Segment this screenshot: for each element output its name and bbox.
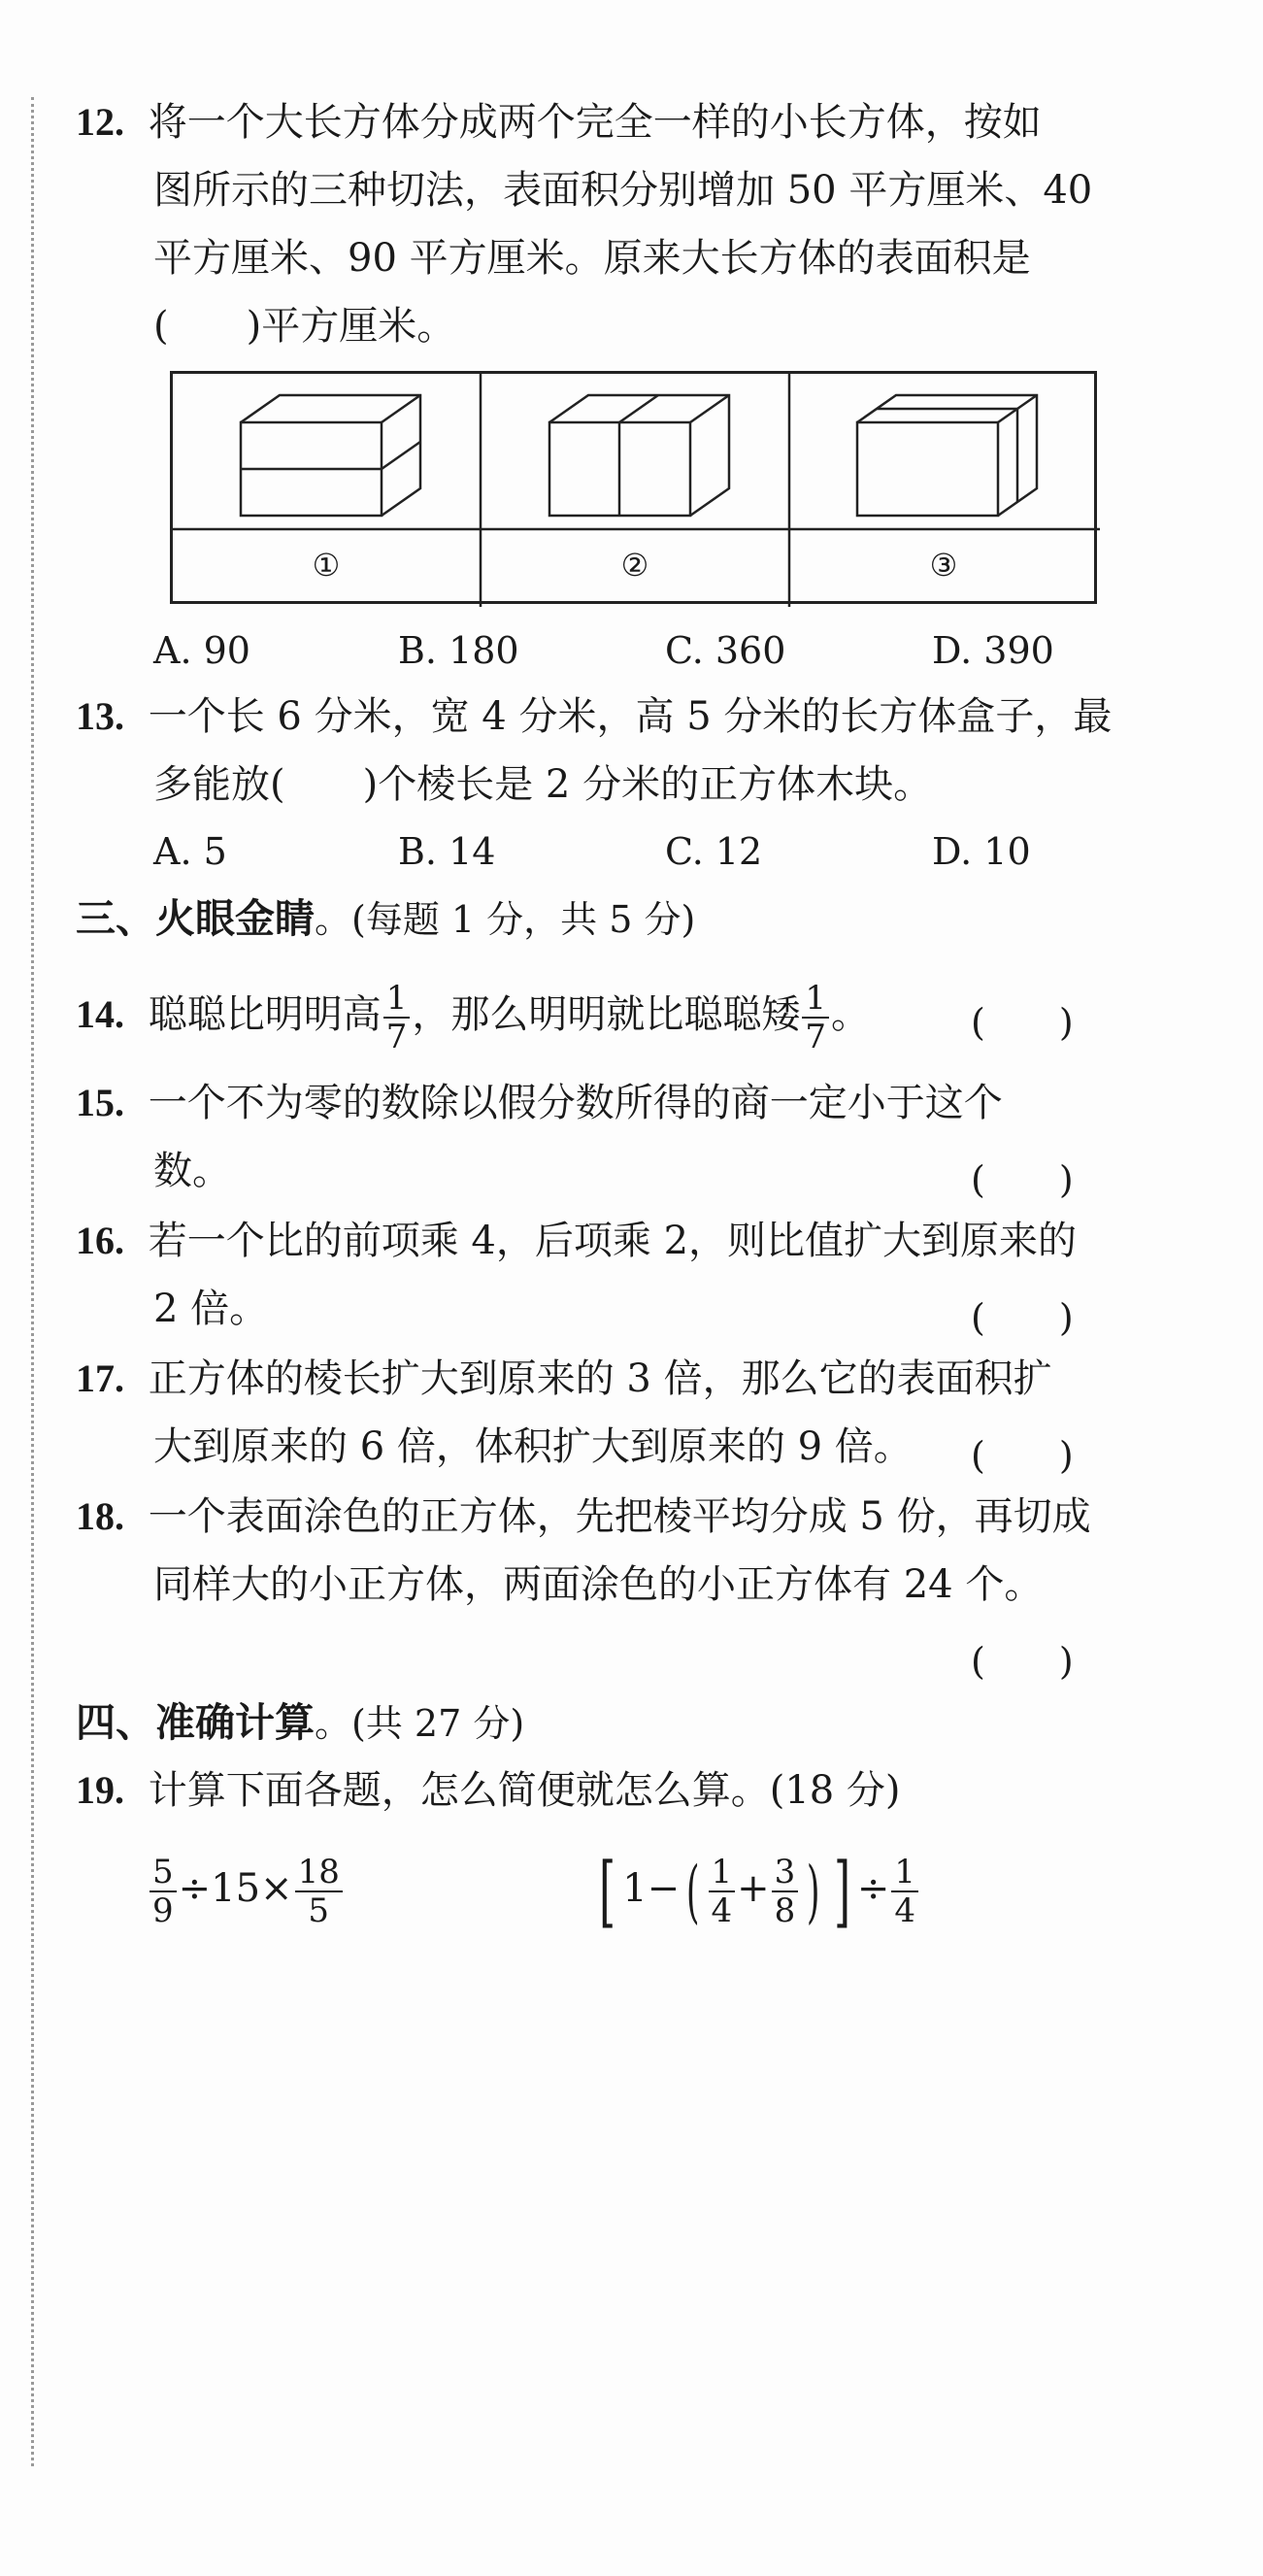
q13-option-b: B. 14 bbox=[398, 830, 496, 873]
q13-option-a: A. 5 bbox=[153, 830, 227, 873]
q12-line4: ( )平方厘米。 bbox=[153, 304, 456, 349]
q14-fraction-2: $\frac{1}{7}$ bbox=[802, 982, 829, 1054]
q19-expression-1: $\frac{5}{9}$ ÷15× $\frac{18}{5}$ bbox=[148, 1840, 345, 1937]
q12-line2: 图所示的三种切法，表面积分别增加 50 平方厘米、40 bbox=[153, 168, 1093, 213]
binding-margin-line bbox=[31, 97, 34, 2466]
q18-number: 18. bbox=[76, 1494, 124, 1538]
q18-answer-paren[interactable]: ( ) bbox=[971, 1640, 1074, 1683]
q15-number: 15. bbox=[76, 1081, 124, 1124]
q12-cutting-figure bbox=[170, 371, 1097, 604]
q15-line2: 数。 bbox=[153, 1149, 231, 1193]
q17-answer-paren[interactable]: ( ) bbox=[971, 1434, 1074, 1477]
q14-line: 14. 聪聪比明明高 $\frac{1}{7}$ ，那么明明就比聪聪矮 $\frac{1}{7}$ 。 bbox=[76, 979, 870, 1056]
q15-line1: 15. 一个不为零的数除以假分数所得的商一定小于这个 bbox=[76, 1081, 1003, 1125]
q13-line2: 多能放( )个棱长是 2 分米的正方体木块。 bbox=[153, 762, 933, 807]
q12-number: 12. bbox=[76, 100, 124, 144]
figure-label-2: ② bbox=[620, 547, 649, 584]
q13-line1: 13. 一个长 6 分米，宽 4 分米，高 5 分米的长方体盒子，最 bbox=[76, 694, 1113, 739]
q13-option-d: D. 10 bbox=[932, 830, 1031, 873]
figure-label-1: ① bbox=[312, 547, 341, 584]
q14-number: 14. bbox=[76, 992, 124, 1036]
q13-option-c: C. 12 bbox=[665, 830, 763, 873]
q16-number: 16. bbox=[76, 1219, 124, 1262]
q18-line2: 同样大的小正方体，两面涂色的小正方体有 24 个。 bbox=[153, 1562, 1044, 1607]
section3-heading: 三、火眼金睛。(每题 1 分，共 5 分) bbox=[76, 895, 696, 942]
q13-number: 13. bbox=[76, 694, 124, 738]
q12-option-d: D. 390 bbox=[932, 629, 1054, 672]
section4-heading: 四、准确计算。(共 27 分) bbox=[76, 1699, 525, 1746]
q18-line1: 18. 一个表面涂色的正方体，先把棱平均分成 5 份，再切成 bbox=[76, 1494, 1091, 1539]
q19-line: 19. 计算下面各题，怎么简便就怎么算。(18 分) bbox=[76, 1768, 901, 1813]
figure-label-3: ③ bbox=[929, 547, 958, 584]
q19-expression-2: [ 1−( $\frac{1}{4}$ + $\frac{3}{8}$ ) ] ÷ $\frac{1}{4}$ bbox=[592, 1840, 920, 1940]
q19-number: 19. bbox=[76, 1768, 124, 1812]
q16-line2: 2 倍。 bbox=[153, 1287, 269, 1331]
q16-answer-paren[interactable]: ( ) bbox=[971, 1296, 1074, 1339]
q12-option-c: C. 360 bbox=[665, 629, 786, 672]
q15-answer-paren[interactable]: ( ) bbox=[971, 1158, 1074, 1201]
q17-line1: 17. 正方体的棱长扩大到原来的 3 倍，那么它的表面积扩 bbox=[76, 1356, 1052, 1401]
q16-line1: 16. 若一个比的前项乘 4，后项乘 2，则比值扩大到原来的 bbox=[76, 1219, 1078, 1263]
q17-number: 17. bbox=[76, 1356, 124, 1400]
q12-option-b: B. 180 bbox=[398, 629, 519, 672]
q12-line1: 12. 将一个大长方体分成两个完全一样的小长方体，按如 bbox=[76, 100, 1042, 145]
q17-line2: 大到原来的 6 倍，体积扩大到原来的 9 倍。 bbox=[153, 1424, 913, 1469]
q12-line3: 平方厘米、90 平方厘米。原来大长方体的表面积是 bbox=[153, 236, 1031, 281]
q12-option-a: A. 90 bbox=[153, 629, 250, 672]
q14-answer-paren[interactable]: ( ) bbox=[971, 1001, 1074, 1044]
q14-fraction-1: $\frac{1}{7}$ bbox=[383, 982, 411, 1054]
